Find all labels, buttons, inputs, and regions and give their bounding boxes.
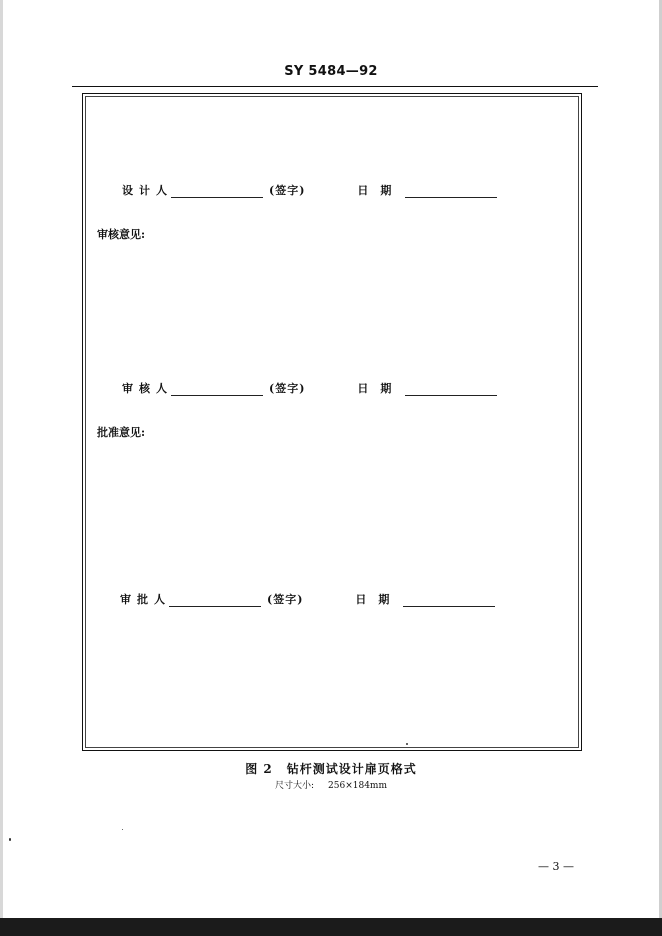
figure-size-line — [0, 778, 662, 791]
scan-speck — [406, 743, 408, 745]
review-opinion-label: 审核意见: — [97, 228, 146, 241]
size-value: 256×184mm — [328, 781, 387, 791]
scan-speck — [122, 829, 123, 830]
figure-number: 图 2 — [245, 762, 273, 776]
approver-role-label: 审批人 — [120, 593, 171, 606]
designer-name-field[interactable] — [171, 185, 263, 198]
approver-date-label: 日期 — [355, 593, 402, 606]
header-rule — [72, 86, 598, 87]
reviewer-sign-note: (签字) — [269, 382, 306, 395]
reviewer-role-label: 审核人 — [122, 382, 173, 395]
reviewer-date-label: 日期 — [357, 382, 404, 395]
reviewer-date-field[interactable] — [405, 383, 497, 396]
designer-sign-note: (签字) — [269, 184, 306, 197]
approver-sign-note: (签字) — [267, 593, 304, 606]
scan-edge-left — [0, 0, 3, 936]
approver-signature-row — [120, 591, 495, 607]
figure-title: 钻杆测试设计扉页格式 — [286, 762, 417, 776]
scan-speck — [9, 838, 11, 841]
designer-role-label: 设计人 — [122, 184, 173, 197]
approval-opinion-label: 批准意见: — [97, 426, 146, 439]
page-number: — 3 — — [538, 860, 574, 873]
figure-caption — [0, 760, 662, 777]
size-label: 尺寸大小: — [274, 781, 315, 791]
approver-date-field[interactable] — [403, 594, 495, 607]
reviewer-name-field[interactable] — [171, 383, 263, 396]
approver-name-field[interactable] — [169, 594, 261, 607]
scan-bottom-border — [0, 918, 662, 936]
designer-signature-row — [122, 182, 497, 198]
reviewer-signature-row — [122, 380, 497, 396]
designer-date-field[interactable] — [405, 185, 497, 198]
designer-date-label: 日期 — [357, 184, 404, 197]
standard-code-header: SY 5484—92 — [284, 64, 378, 79]
